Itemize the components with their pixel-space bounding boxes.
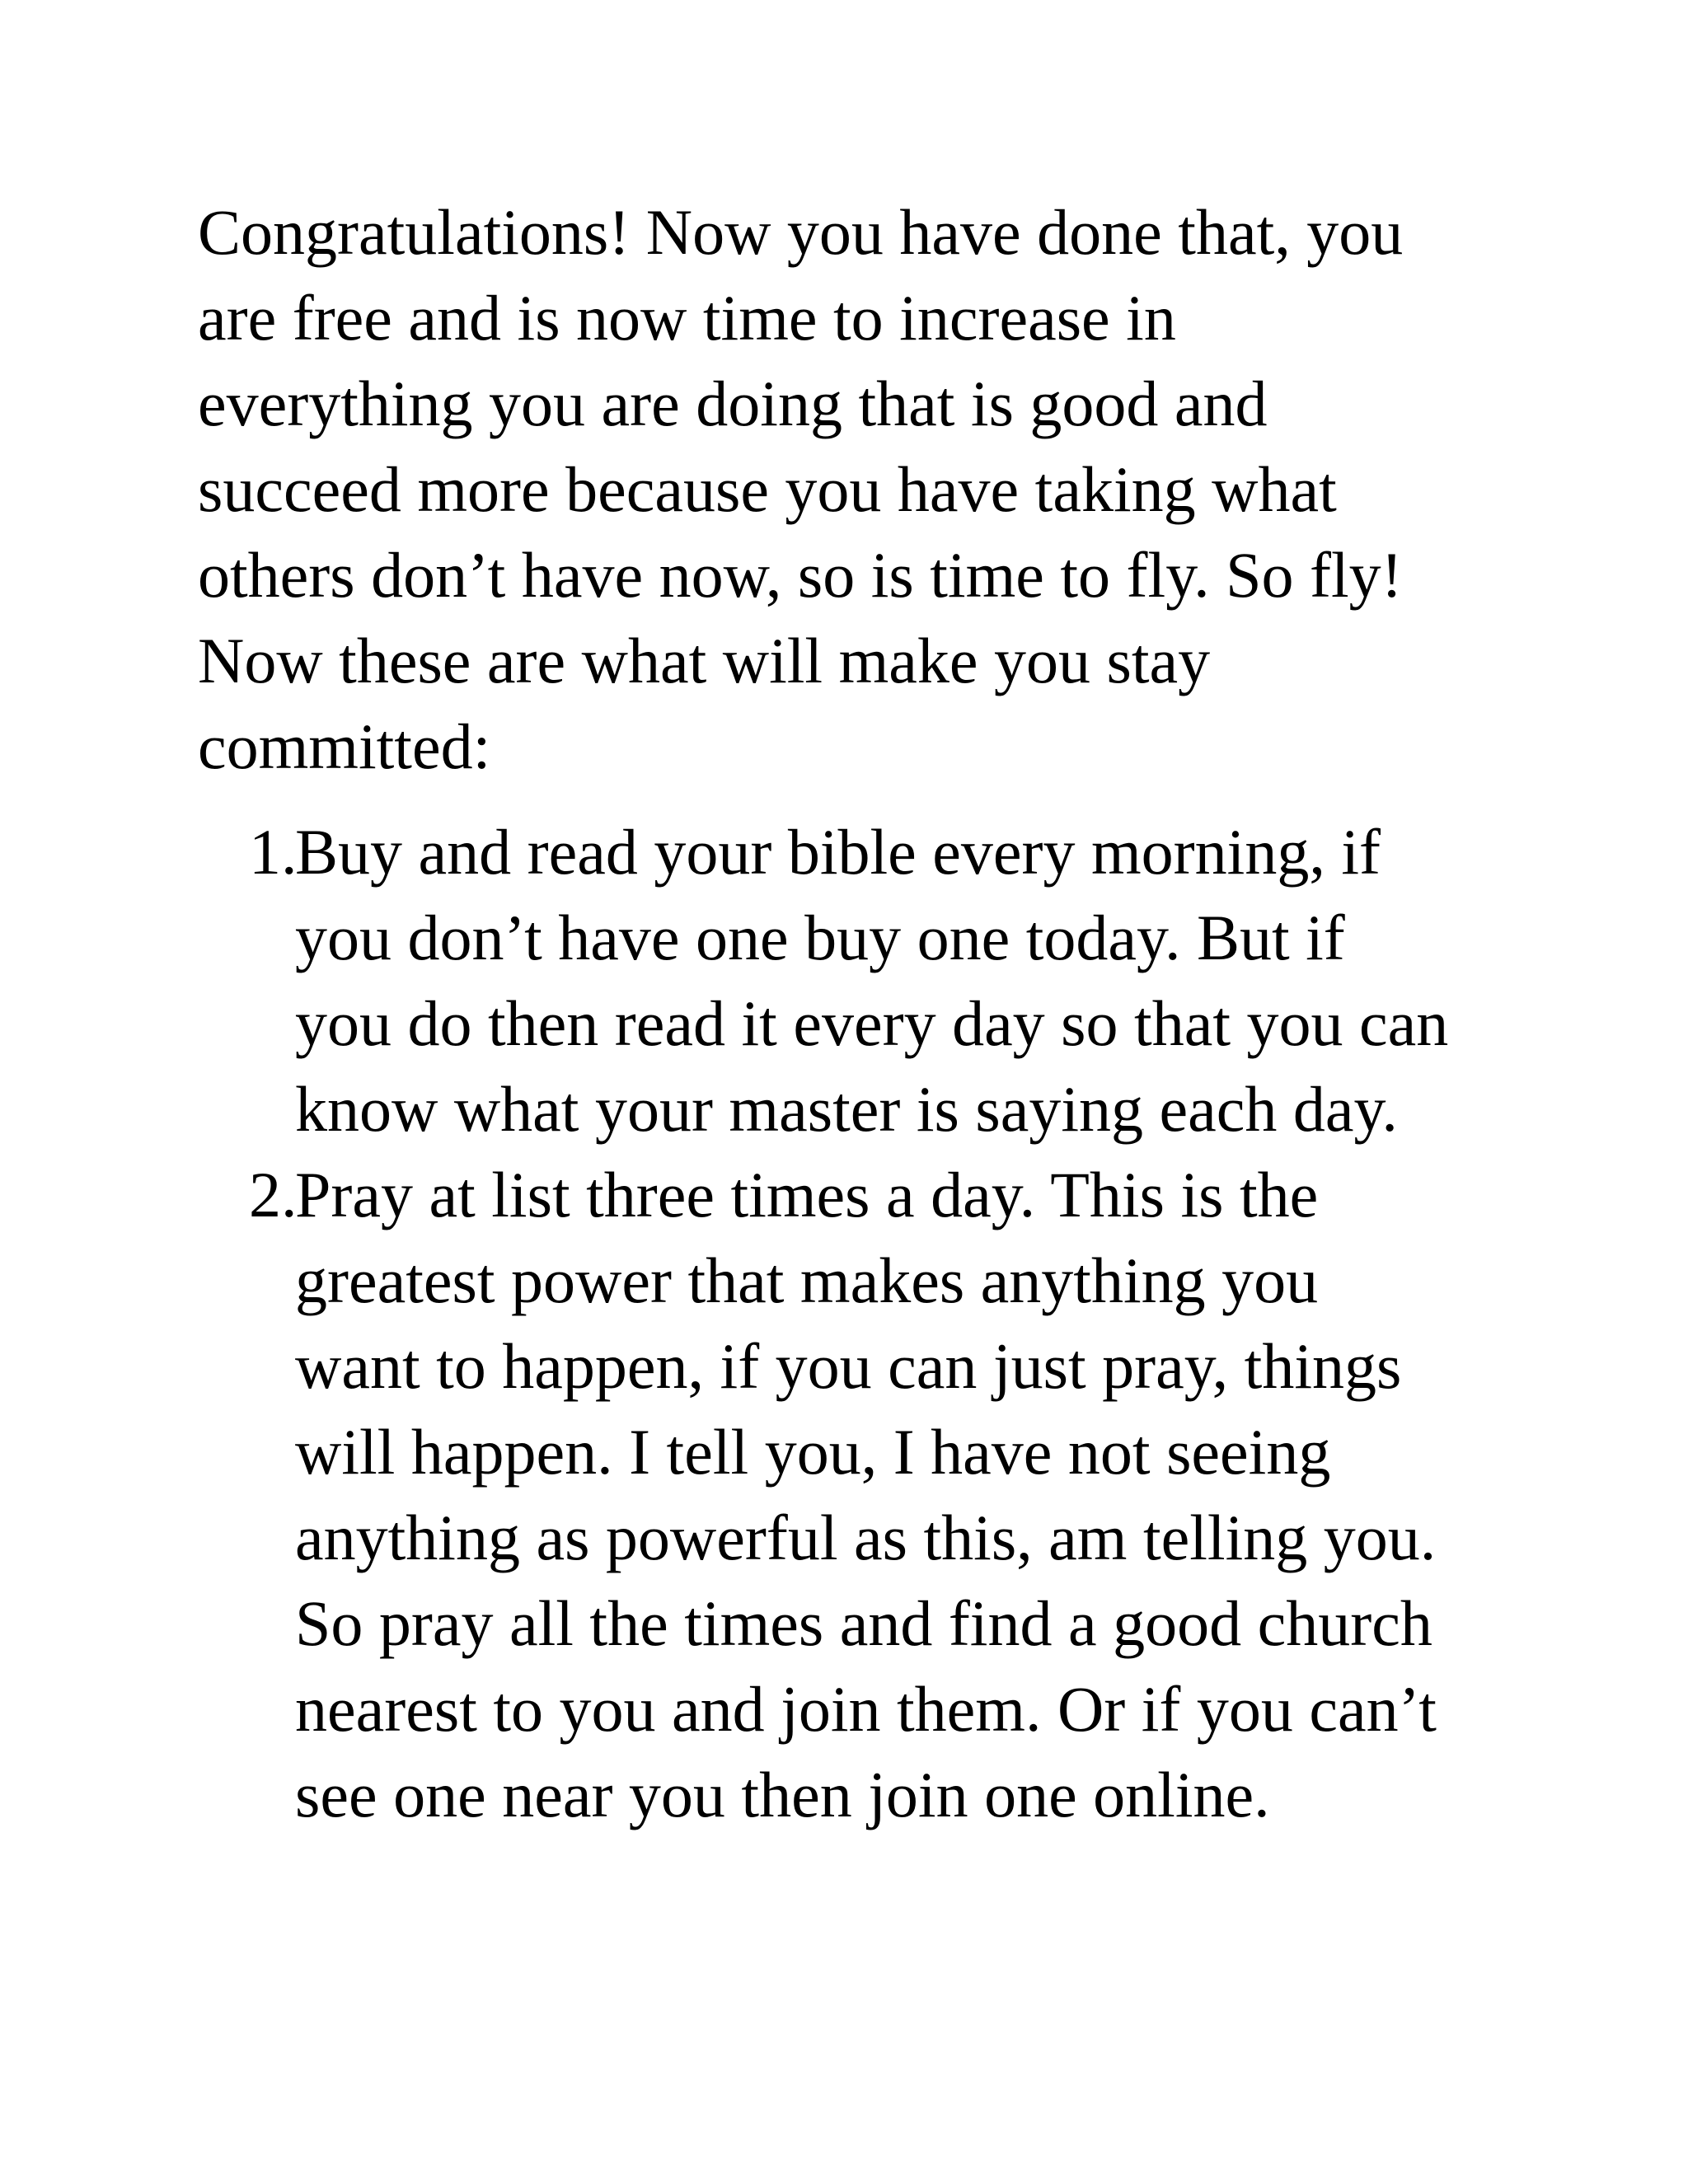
list-item-number: 2. (249, 1159, 298, 1230)
intro-line: others don’t have now, so is time to fly. So fly! (198, 539, 1403, 611)
list-item-line: greatest power that makes anything you (295, 1244, 1319, 1316)
list-item-line: want to happen, if you can just pray, things (295, 1330, 1402, 1402)
intro-line: are free and is now time to increase in (198, 282, 1176, 354)
list-item-line: know what your master is saying each day. (295, 1073, 1398, 1145)
intro-paragraph (198, 190, 1517, 790)
document-body (198, 190, 1517, 1838)
list-item-line: Pray at list three times a day. This is the (295, 1159, 1319, 1230)
list-item (198, 809, 1517, 1152)
intro-line: Congratulations! Now you have done that, you (198, 196, 1404, 268)
list-item-line: you don’t have one buy one today. But if (295, 902, 1345, 973)
intro-line: Now these are what will make you stay (198, 625, 1211, 696)
intro-line: succeed more because you have taking what (198, 453, 1337, 525)
numbered-list (198, 809, 1517, 1838)
list-item-line: nearest to you and join them. Or if you can’t (295, 1673, 1437, 1745)
list-item (198, 1152, 1517, 1838)
list-item-line: Buy and read your bible every morning, if (295, 816, 1381, 888)
intro-line: committed: (198, 710, 491, 782)
list-item-number: 1. (249, 816, 298, 888)
list-item-line: anything as powerful as this, am telling you. (295, 1502, 1437, 1573)
list-item-line: you do then read it every day so that you can (295, 987, 1449, 1059)
list-item-line: So pray all the times and find a good church (295, 1587, 1432, 1659)
list-item-line: see one near you then join one online. (295, 1759, 1270, 1830)
intro-line: everything you are doing that is good and (198, 368, 1268, 439)
list-item-line: will happen. I tell you, I have not seeing (295, 1416, 1331, 1488)
